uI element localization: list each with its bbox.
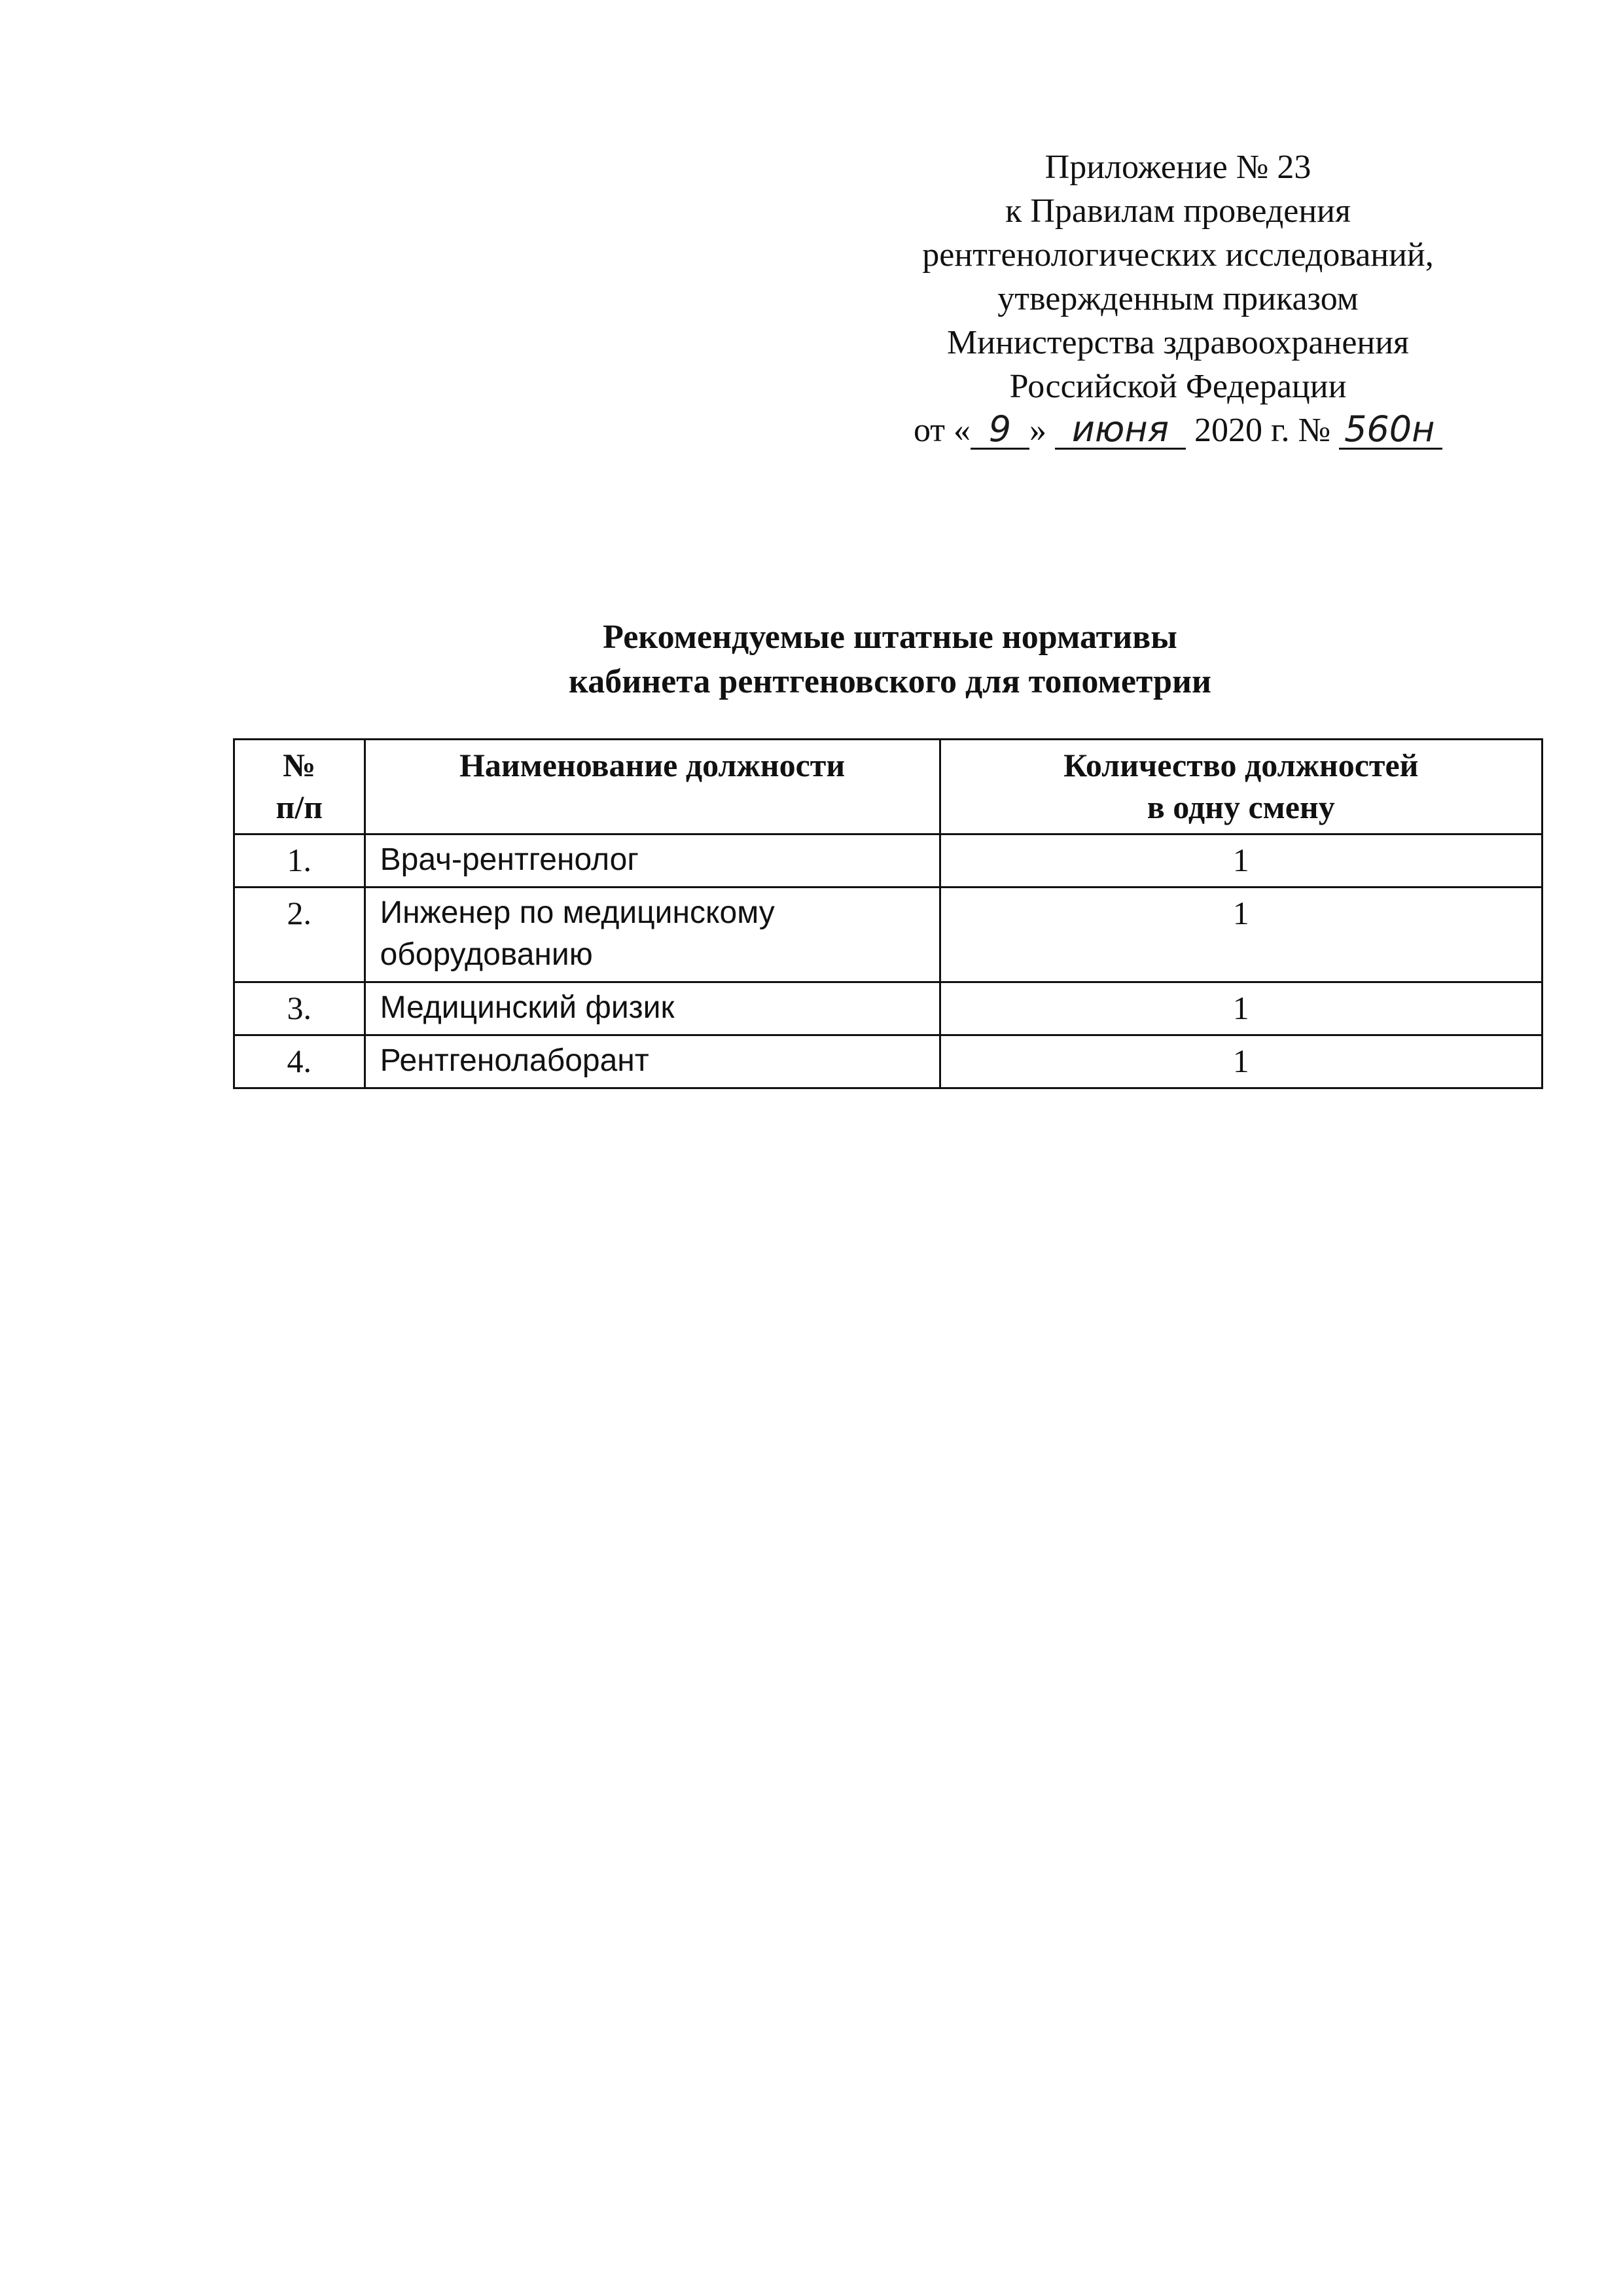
appendix-rules-ref: к Правилам проведения (1005, 192, 1351, 230)
row-quantity: 1 (940, 982, 1542, 1035)
header-position: Наименование должности (365, 740, 940, 834)
appendix-ministry: Министерства здравоохранения (947, 324, 1409, 361)
appendix-number: Приложение № 23 (1044, 149, 1311, 186)
document-title (419, 615, 1361, 704)
handwritten-day: 9 (971, 411, 1029, 450)
appendix-approved-by: утвержденным приказом (997, 280, 1359, 317)
row-number: 3. (234, 982, 365, 1035)
row-quantity: 1 (940, 888, 1542, 982)
table-row (234, 834, 1543, 888)
table-row (234, 982, 1543, 1035)
header-quantity: Количество должностей в одну смену (940, 740, 1542, 834)
handwritten-month: июня (1055, 411, 1186, 450)
order-date-line (870, 408, 1486, 452)
row-quantity: 1 (940, 834, 1542, 888)
handwritten-order-number: 560н (1339, 411, 1442, 450)
header-number: № п/п (234, 740, 365, 834)
title-line-2: кабинета рентгеновского для топометрии (569, 663, 1211, 700)
row-position: Врач-рентгенолог (365, 834, 940, 888)
table-row (234, 888, 1543, 982)
date-prefix: от « (913, 412, 971, 449)
row-number: 4. (234, 1035, 365, 1088)
title-line-1: Рекомендуемые штатные нормативы (603, 619, 1177, 656)
row-number: 1. (234, 834, 365, 888)
row-number: 2. (234, 888, 365, 982)
appendix-federation: Российской Федерации (1009, 368, 1347, 405)
date-quote-close: » (1029, 412, 1046, 449)
row-position: Инженер по медицинскому оборудованию (365, 888, 940, 982)
appendix-rules-ref-cont: рентгенологических исследований, (922, 236, 1434, 274)
table-header-row (234, 740, 1543, 834)
row-position: Медицинский физик (365, 982, 940, 1035)
appendix-header (870, 145, 1486, 452)
row-quantity: 1 (940, 1035, 1542, 1088)
row-position: Рентгенолаборант (365, 1035, 940, 1088)
table-row (234, 1035, 1543, 1088)
date-year-text: 2020 г. № (1194, 412, 1331, 449)
staffing-table (233, 738, 1543, 1089)
